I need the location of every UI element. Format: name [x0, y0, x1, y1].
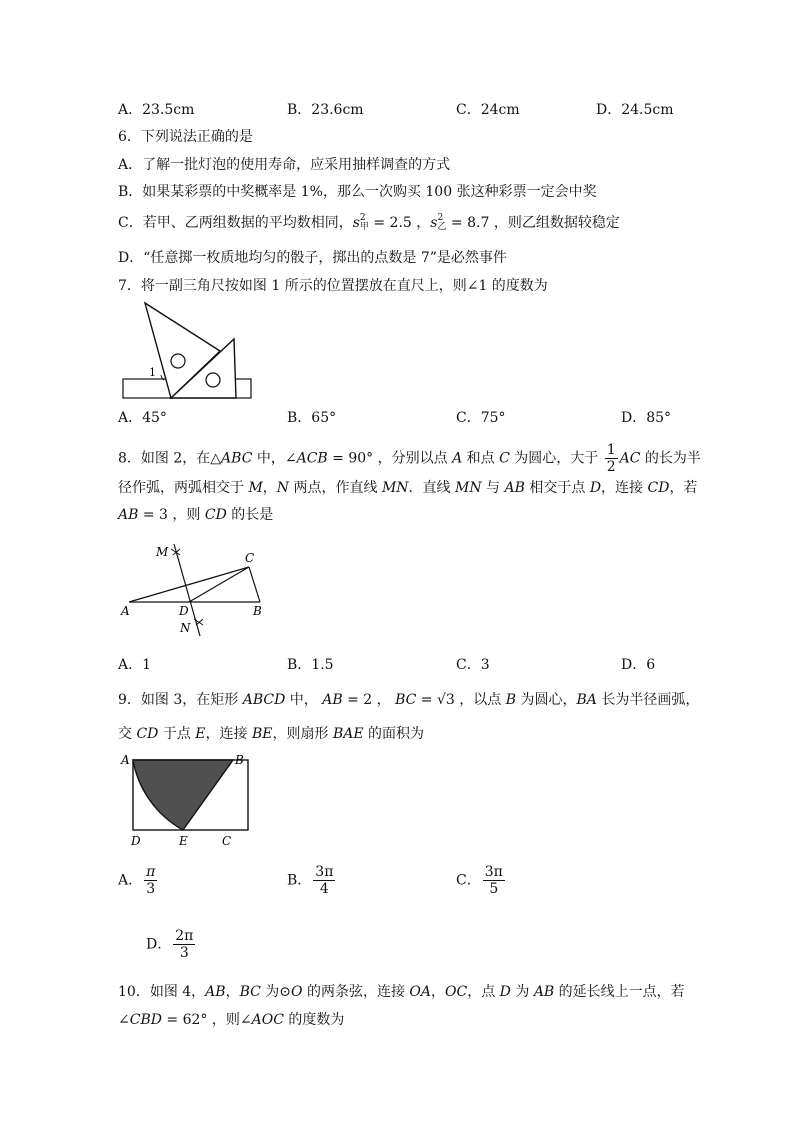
q7-option-b: B．65°	[287, 410, 337, 426]
q7-option-d: D．85°	[621, 410, 672, 426]
q8-option-c: C．3	[456, 657, 490, 673]
label-m: M	[156, 545, 169, 559]
q10-line-1: 10．如图 4，AB，BC 为⊙O 的两条弦，连接 OA，OC，点 D 为 AB 的延长线上一点，若	[118, 984, 685, 1000]
arc-mark-n	[194, 619, 203, 625]
q8-line-2: 径作弧，两弧相交于 M，N 两点，作直线 MN．直线 MN 与 AB 相交于点 D，连接 CD，若	[118, 480, 698, 496]
q8-option-d: D．6	[621, 657, 656, 673]
q8-option-a: A．1	[118, 657, 152, 673]
q8-line-1: 8．如图 2，在△ABC 中，∠ACB = 90° ，分别以点 A 和点 C 为圆心，大于 $\frac{1}{2}$ AC 的长为半	[118, 442, 701, 475]
label-n: N	[180, 621, 191, 635]
q8-half-fraction: $\frac{1}{2}$	[606, 442, 616, 475]
q7-option-a: A．45°	[118, 410, 167, 426]
q8-option-b: B．1.5	[287, 657, 334, 673]
q8-figure	[118, 540, 268, 640]
q5-option-b: B．23.6cm	[287, 102, 364, 118]
q5-option-d: D．24.5cm	[596, 102, 674, 118]
q5-option-a: A．23.5cm	[118, 102, 195, 118]
label-e: E	[179, 834, 188, 848]
q9-option-a: A． $\frac{\pi}{3}$	[118, 864, 156, 897]
q6-option-d: D．“任意掷一枚质地均匀的骰子，掷出的点数是 7”是必然事件	[118, 250, 507, 266]
q9-line-1: 9．如图 3，在矩形 ABCD 中， AB = 2 ， BC = √3 ，以点 B 为圆心，BA 长为半径画弧，	[118, 692, 700, 708]
label-c: C	[245, 551, 255, 565]
q9-option-d: D． $\frac{2\pi}{3}$	[146, 928, 194, 961]
label-a: A	[121, 753, 130, 767]
sector-bae	[133, 760, 233, 830]
q6-stem: 6．下列说法正确的是	[118, 129, 253, 145]
q10-line-2: ∠CBD = 62° ，则∠AOC 的度数为	[118, 1012, 345, 1028]
q6-option-b: B．如果某彩票的中奖概率是 1%，那么一次购买 100 张这种彩票一定会中奖	[118, 184, 597, 200]
label-d: D	[131, 834, 141, 848]
q7-stem: 7．将一副三角尺按如图 1 所示的位置摆放在直尺上，则∠1 的度数为	[118, 278, 548, 294]
q9-line-2: 交 CD 于点 E，连接 BE，则扇形 BAE 的面积为	[118, 726, 425, 742]
segment-cb	[249, 567, 260, 602]
label-a: A	[121, 604, 130, 618]
q8-line-3: AB = 3 ，则 CD 的长是	[118, 507, 274, 523]
q9-option-b: B． $\frac{3\pi}{4}$	[287, 864, 334, 897]
q9-option-c: C． $\frac{3\pi}{5}$	[456, 864, 503, 897]
q9-figure	[118, 748, 268, 850]
label-d: D	[179, 604, 189, 618]
q7-figure	[118, 300, 258, 402]
q7-option-c: C．75°	[456, 410, 506, 426]
angle-1-label: 1	[149, 366, 156, 379]
label-b: B	[253, 604, 262, 618]
q6-option-c: C．若甲、乙两组数据的平均数相同，s 2 甲 = 2.5 ，s 2 乙 = 8.7 ，则乙组数据较稳定	[118, 213, 620, 232]
q5-option-c: C．24cm	[456, 102, 520, 118]
segment-cd	[189, 567, 249, 602]
label-b: B	[235, 753, 244, 767]
q6-option-a: A．了解一批灯泡的使用寿命，应采用抽样调查的方式	[118, 157, 451, 173]
label-c: C	[222, 834, 232, 848]
